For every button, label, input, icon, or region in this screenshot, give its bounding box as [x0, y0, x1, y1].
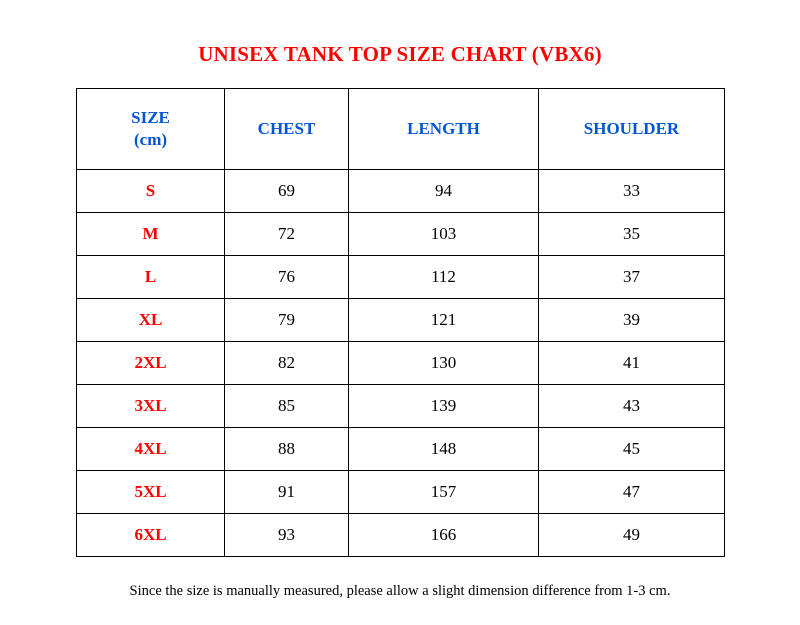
- cell-chest: 85: [225, 385, 349, 428]
- cell-size: 3XL: [77, 385, 225, 428]
- cell-shoulder: 45: [539, 428, 725, 471]
- cell-size: XL: [77, 299, 225, 342]
- cell-chest: 72: [225, 213, 349, 256]
- cell-size: L: [77, 256, 225, 299]
- cell-chest: 76: [225, 256, 349, 299]
- cell-chest: 82: [225, 342, 349, 385]
- cell-shoulder: 43: [539, 385, 725, 428]
- table-row: [77, 471, 725, 514]
- cell-length: 103: [349, 213, 539, 256]
- table-row: [77, 385, 725, 428]
- cell-length: 148: [349, 428, 539, 471]
- cell-length: 157: [349, 471, 539, 514]
- cell-chest: 93: [225, 514, 349, 557]
- size-chart-table-wrapper: [76, 88, 724, 557]
- size-chart-table: [76, 88, 725, 557]
- cell-length: 139: [349, 385, 539, 428]
- cell-shoulder: 39: [539, 299, 725, 342]
- cell-chest: 69: [225, 170, 349, 213]
- page-title: UNISEX TANK TOP SIZE CHART (VBX6): [198, 42, 602, 66]
- cell-size: 5XL: [77, 471, 225, 514]
- cell-shoulder: 49: [539, 514, 725, 557]
- column-header-shoulder: SHOULDER: [539, 89, 725, 170]
- cell-shoulder: 47: [539, 471, 725, 514]
- table-row: [77, 213, 725, 256]
- measurement-note: Since the size is manually measured, please allow a slight dimension difference from 1-3 cm.: [129, 583, 671, 599]
- column-header-chest: CHEST: [225, 89, 349, 170]
- cell-shoulder: 41: [539, 342, 725, 385]
- table-row: [77, 170, 725, 213]
- cell-length: 94: [349, 170, 539, 213]
- cell-chest: 79: [225, 299, 349, 342]
- cell-shoulder: 37: [539, 256, 725, 299]
- cell-length: 130: [349, 342, 539, 385]
- cell-chest: 88: [225, 428, 349, 471]
- table-body: [77, 170, 725, 557]
- cell-chest: 91: [225, 471, 349, 514]
- table-row: [77, 256, 725, 299]
- table-row: [77, 299, 725, 342]
- column-header-size-line1: SIZE: [131, 107, 170, 127]
- table-header-row: [77, 89, 725, 170]
- table-header: [77, 89, 725, 170]
- cell-length: 112: [349, 256, 539, 299]
- cell-shoulder: 33: [539, 170, 725, 213]
- column-header-size-line2: (cm): [133, 130, 168, 149]
- cell-length: 166: [349, 514, 539, 557]
- table-row: [77, 342, 725, 385]
- cell-size: M: [77, 213, 225, 256]
- cell-size: 2XL: [77, 342, 225, 385]
- cell-size: 4XL: [77, 428, 225, 471]
- table-row: [77, 428, 725, 471]
- cell-shoulder: 35: [539, 213, 725, 256]
- cell-size: 6XL: [77, 514, 225, 557]
- cell-size: S: [77, 170, 225, 213]
- cell-length: 121: [349, 299, 539, 342]
- column-header-size: [77, 89, 225, 170]
- column-header-length: LENGTH: [349, 89, 539, 170]
- table-row: [77, 514, 725, 557]
